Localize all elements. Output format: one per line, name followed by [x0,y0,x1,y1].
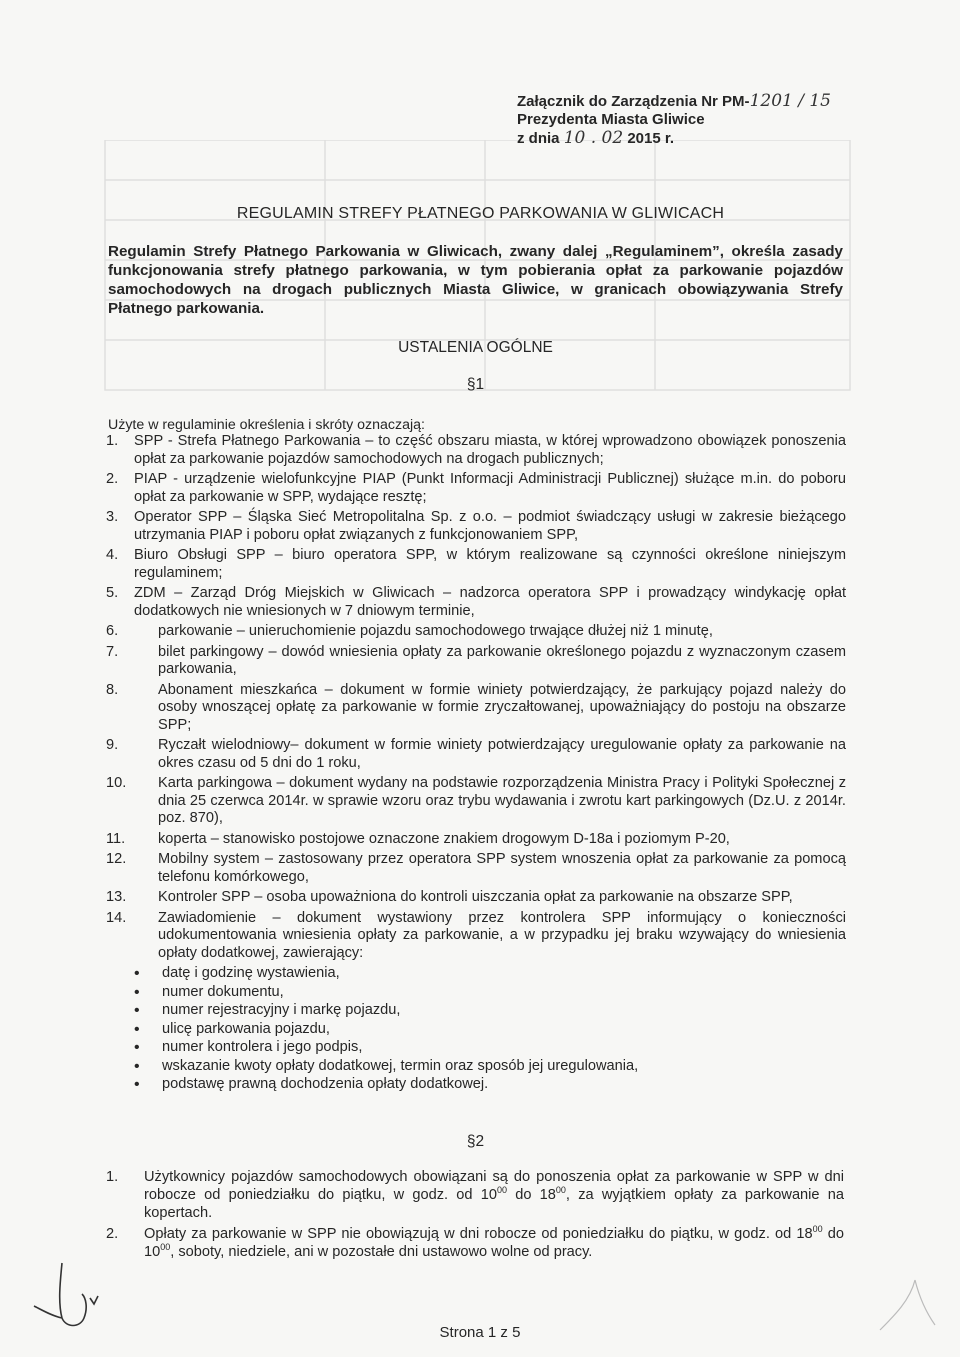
item-text: SPP - Strefa Płatnego Parkowania – to część obszaru miasta, w której wprowadzono obowiązek ponoszenia opłat za parkowanie pojazdów samochodowych na drogach publicznych; [134,433,846,467]
superscript: 00 [555,1185,566,1196]
item-text: PIAP - urządzenie wielofunkcyjne PIAP (Punkt Informacji Administracji Publicznej) służące m.in. do poboru opłat za parkowanie w SPP, wydające resztę; [134,471,846,505]
item-text [144,1225,844,1261]
item-number: 1. [106,1169,119,1185]
item-number: 7. [106,643,119,660]
section-2-list [106,1168,844,1264]
header-order-label: Załącznik do Zarządzenia Nr PM- [517,93,750,110]
list-item [134,1002,846,1020]
item-text: Operator SPP – Śląska Sieć Metropolitalna Sp. z o.o. – podmiot świadczący usługi w zakresie bieżącego utrzymania PIAP i poboru opłat związanych z funkcjonowaniem SPP, [134,509,846,543]
document-title: REGULAMIN STREFY PŁATNEGO PARKOWANIA W GLIWICACH [236,205,725,222]
bullet-icon: • [134,1076,140,1093]
item-number: 4. [106,547,119,563]
superscript: 00 [160,1242,171,1253]
item-number: 10. [106,775,127,791]
list-item [134,1039,846,1057]
item-text: Mobilny system – zastosowany przez operatora SPP system wnoszenia opłat za parkowanie za pomocą telefonu komórkowego, [158,851,846,885]
header-line-2: Prezydenta Miasta Gliwice [517,111,705,128]
item-text: Karta parkingowa – dokument wydany na podstawie rozporządzenia Ministra Pracy i Polityki Społecznej z dnia 25 czerwca 2014r. w sprawie wzoru oraz trybu wydawania i zwrotu kart parkingowych (Dz.U. z 2014r. poz. 870), [158,775,846,826]
bullet-icon: • [134,1020,140,1038]
item-number: 1. [106,433,119,449]
bullet-icon: • [134,1057,140,1075]
list-item [106,471,846,506]
item-text: Ryczałt wielodniowy– dokument w formie winiety potwierdzający uregulowanie opłaty za parkowanie na okres czasu od 5 dni do 1 roku, [158,737,846,771]
item-number: 8. [106,681,119,698]
item-number: 2. [106,471,119,487]
item-text [144,1168,844,1222]
list-item [106,682,846,735]
bullet-icon: • [134,1039,140,1056]
list-item [106,585,846,620]
list-item [106,831,846,849]
text-part: Użytkownicy pojazdów samochodowych obowiązani są do ponoszenia opłat za parkowanie w SPP w dni robocze od poniedziałku do piątku, w godz. od 10 [144,1169,844,1203]
handwritten-initials-icon [22,1258,112,1333]
superscript: 00 [812,1224,823,1235]
list-item [106,1168,844,1222]
item-text: Zawiadomienie – dokument wystawiony przez kontrolera SPP informujący o konieczności udokumentowania wniesienia opłaty za parkowanie, a w przypadku jej braku wzywający do wniesienia opłaty dodatkowej, zawierający: [158,909,846,961]
list-item [106,433,846,468]
text-part: , za wyjątkiem opłaty za parkowanie na kopertach. [144,1187,844,1221]
bullet-text: wskazanie kwoty opłaty dodatkowej, termin oraz sposób jej uregulowania, [162,1057,639,1074]
list-item [106,889,846,907]
list-item [106,547,846,582]
handwritten-order-number: 1201 / 15 [749,91,831,111]
item-number: 6. [106,623,119,639]
list-item [134,984,846,1002]
text-part: do 10 [144,1226,844,1260]
item-text: Kontroler SPP – osoba upoważniona do kontroli uiszczania opłat za parkowanie na obszarze SPP, [158,889,793,905]
superscript: 00 [496,1185,507,1196]
header-year: 2015 r. [627,130,675,147]
list-item [106,623,846,641]
intro-paragraph: Regulamin Strefy Płatnego Parkowania w Gliwicach, zwany dalej „Regulaminem”, określa zasady funkcjonowania strefy płatnego parkowania, w tym pobierania opłat za parkowanie pojazdów samochodowych na drogach publicznych Miasta Gliwice, w granicach obowiązywania Strefy Płatnego parkowania. [108,243,843,317]
list-item [106,509,846,544]
text-part: , soboty, niedziele, ani w pozostałe dni ustawowo wolne od pracy. [170,1244,593,1260]
page-number: Strona 1 z 5 [439,1324,521,1341]
item-number: 5. [106,585,119,601]
item-text: koperta – stanowisko postojowe oznaczone znakiem drogowym D-18a i poziomym P-20, [158,830,730,847]
item-number: 12. [106,851,127,867]
item-number: 14. [106,909,127,926]
list-item [134,1076,846,1094]
item-number: 13. [106,889,127,905]
item-text: ZDM – Zarząd Dróg Miejskich w Gliwicach – nadzorca operatora SPP i prowadzący windykację opłat dodatkowych nie wniesionych w 7 dniowym terminie, [134,585,846,619]
list-item [134,1058,846,1076]
handwritten-date: 10 . 02 [563,128,624,148]
item-number: 11. [106,830,126,847]
header-line-3 [517,129,917,148]
item-number: 9. [106,737,119,753]
list-item [134,1021,846,1039]
list-item [134,965,846,983]
list-item [106,1225,844,1261]
bullet-icon: • [134,983,140,1001]
item-number: 2. [106,1226,119,1242]
header-date-label: z dnia [517,130,560,147]
bullet-text: numer kontrolera i jego podpis, [162,1039,363,1055]
text-part: do 18 [507,1187,556,1203]
definitions-lead: Użyte w regulaminie określenia i skróty oznaczają: [108,417,425,433]
bullet-text: datę i godzinę wystawienia, [162,965,340,981]
item-text: Abonament mieszkańca – dokument w formie winiety potwierdzający, że parkujący pojazd należy do osoby wnoszącej opłatę za parkowanie w formie zryczałtowanej, upoważniający do postoju na obszarze SPP; [158,681,846,733]
header-line-1 [517,92,917,111]
attachment-header [517,92,917,148]
bullet-icon: • [134,965,140,982]
bullet-text: ulicę parkowania pojazdu, [162,1020,330,1037]
bullet-icon: • [134,1002,140,1019]
bullet-text: numer rejestracyjny i markę pojazdu, [162,1002,401,1018]
item-number: 3. [106,509,119,525]
paragraph-mark-1: §1 [466,376,485,393]
item-text: parkowanie – unieruchomienie pojazdu samochodowego trwające dłużej niż 1 minutę, [158,623,713,639]
list-item [106,910,846,963]
section-title: USTALENIA OGÓLNE [398,339,553,356]
item-text: Biuro Obsługi SPP – biuro operatora SPP, w którym realizowane są czynności określone niniejszym regulaminem; [134,547,846,581]
notice-contents-list [134,965,846,1094]
item-text: bilet parkingowy – dowód wniesienia opłaty za parkowanie określonego pojazdu z wyznaczonym czasem parkowania, [158,643,846,677]
text-part: Opłaty za parkowanie w SPP nie obowiązują w dni robocze od poniedziałku do piątku, w godz. od 18 [144,1226,813,1242]
definitions-list [106,433,846,1095]
bullet-text: podstawę prawną dochodzenia opłaty dodatkowej. [162,1076,489,1092]
list-item [106,851,846,886]
list-item [106,644,846,679]
list-item [106,775,846,828]
list-item [106,737,846,772]
bullet-text: numer dokumentu, [162,983,284,1000]
paragraph-mark-2: §2 [466,1133,485,1150]
